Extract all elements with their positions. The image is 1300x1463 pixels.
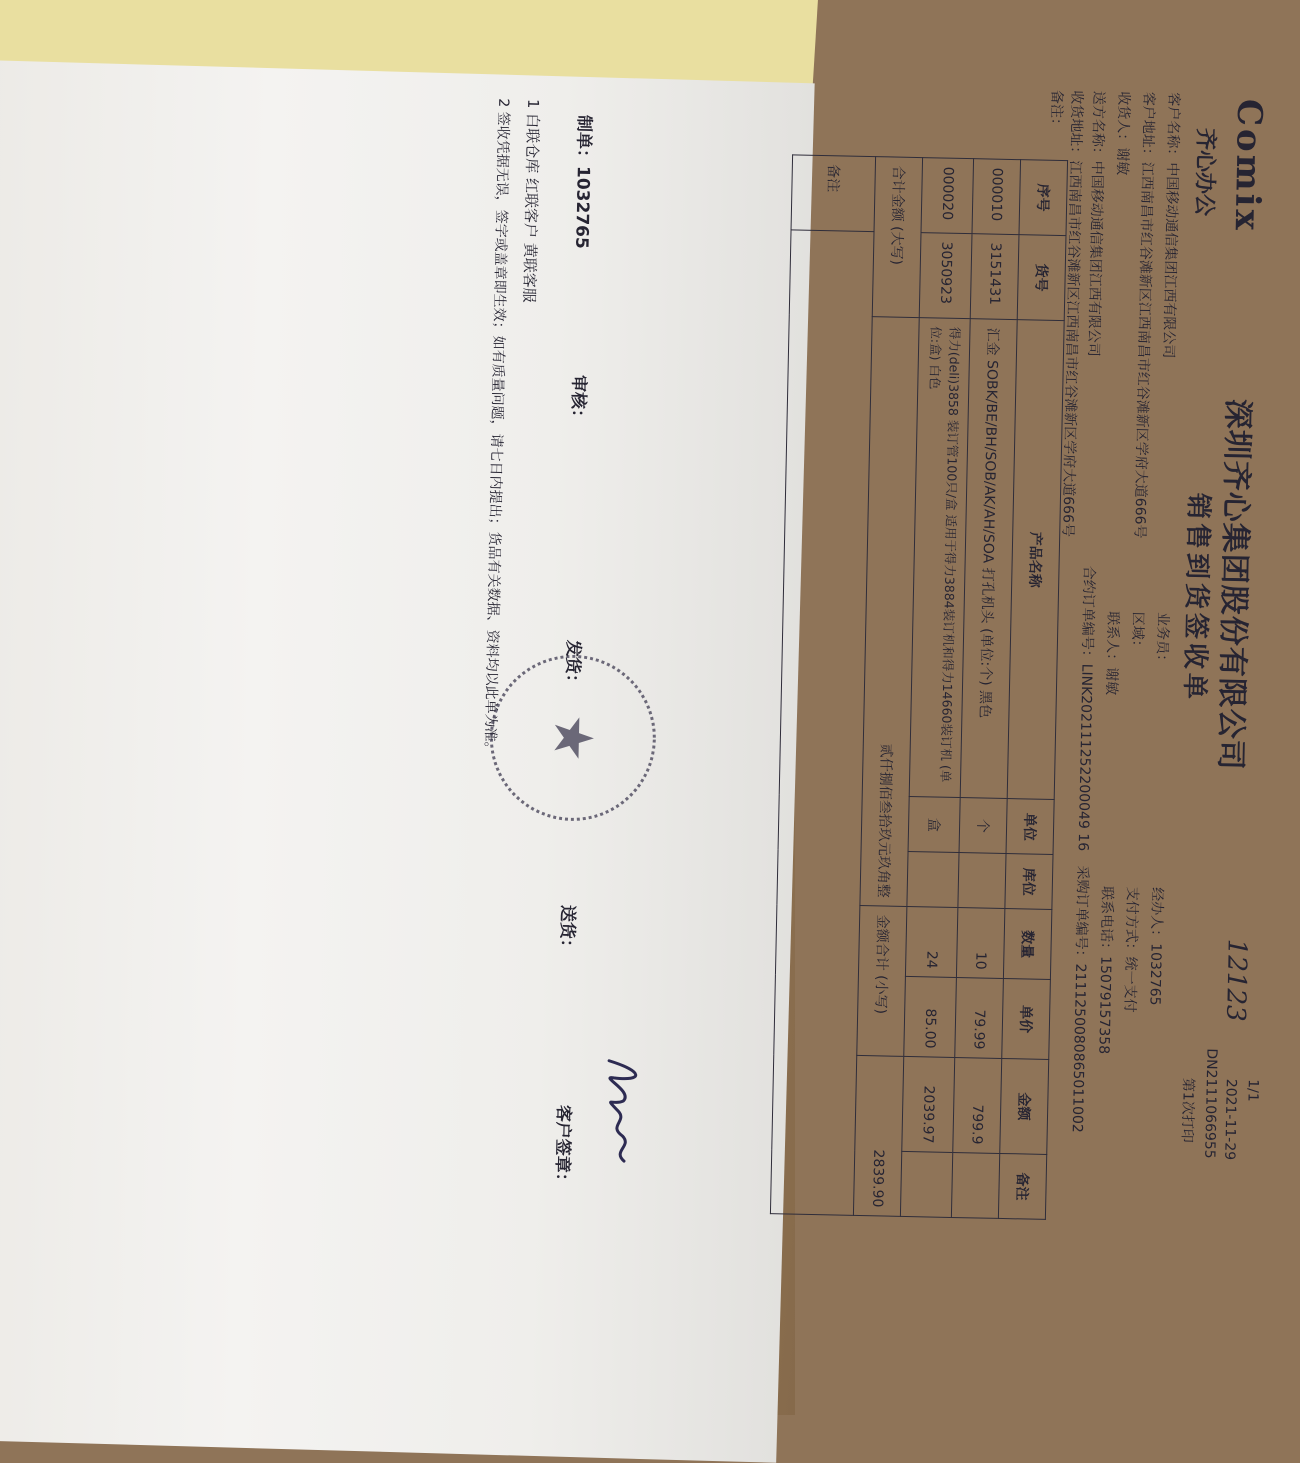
po-no-value: 2111250080865011002 [1069,963,1089,1133]
col-price: 单价 [1002,979,1051,1060]
company-name: 深圳齐心集团股份有限公司 [1211,398,1263,771]
deliverer-label: 送货： [556,905,582,957]
handler-row: 经办人：1032765 [1145,887,1167,1006]
document-title: 销售到货签收单 [1178,493,1219,704]
contact-phone-row: 联系电话：15079157358 [1094,886,1118,1054]
seal-star-icon: ★ [541,713,605,763]
document-number: DN2111066955 [1201,1048,1219,1159]
col-amount: 金额 [1000,1059,1049,1155]
reviewer-label: 审核： [567,375,593,427]
ship-to-row: 送方名称：中国移动通信集团江西有限公司 [1084,91,1110,357]
table-row: 000020 3050923 得力(deli)3858 装订管100只/盒 适用于得力3884装订机和得力14660装订机 (单位:盒) 白色 盒 24 85.00 2039.97 [901,158,974,1218]
col-product-name: 产品名称 [1007,320,1064,800]
page-number: 1/1 [1244,1079,1260,1102]
consignee-value: 谢敏 [1114,147,1131,175]
terms-note: 2 签收凭据无误，签字或盖章即生效；如有质量问题，请七日内提出；货品有关数据、资料均以此单为准。 [480,98,514,756]
logo-subtitle: 齐心办公 [1190,128,1223,217]
table-row: 000010 3151431 汇金 SOBK/BE/BH/SOB/AK/AH/SOA 打孔机头 (单位:个) 黑色 个 10 79.99 799.9 [951,159,1020,1219]
po-no-row: 采购订单编号：2111250080865011002 [1068,865,1094,1133]
contact-value: 谢敏 [1103,667,1120,695]
customer-name-row: 客户名称：中国移动通信集团江西有限公司 [1159,92,1185,358]
table-remarks-label: 备注 [792,155,877,232]
contract-no-row: 合约订单编号：LINK202111252200049 16 [1074,565,1100,851]
contact-row: 联系人：谢敏 [1102,611,1124,695]
customer-name-value: 中国移动通信集团江西有限公司 [1160,162,1180,358]
col-sku: 货号 [1017,235,1066,321]
col-seq: 序号 [1019,160,1068,236]
shipper-label: 发货： [562,640,588,692]
col-bin: 库位 [1005,854,1053,910]
region-row: 区域： [1128,612,1149,654]
total-words-label: 合计金额 (大写) [873,157,923,318]
ship-to-value: 中国移动通信集团江西有限公司 [1085,161,1105,357]
customer-sign-label: 客户签章： [551,1105,578,1191]
header-handwritten-note: 12123 [1220,939,1252,1022]
copies-note: 1 白联仓库 红联客户 黄联客服 [519,99,544,303]
print-date: 2021-11-29 [1221,1079,1239,1161]
maker-row: 制单：1032765 [571,115,599,249]
customer-address-row: 客户地址：江西南昌市红谷滩新区江西南昌市红谷滩新区学府大道666号 [1130,92,1159,539]
contact-phone-value: 15079157358 [1095,956,1113,1054]
payment-value: 统一支付 [1121,956,1138,1012]
signature-scribble-icon [592,1055,654,1166]
customer-address-value: 江西南昌市红谷滩新区江西南昌市红谷滩新区学府大道666号 [1131,162,1155,539]
company-logo: Comix [1227,99,1270,234]
delivery-address-row: 收货地址：江西南昌市红谷滩新区江西南昌市红谷滩新区学府大道666号 [1058,90,1087,537]
col-qty: 数量 [1003,909,1051,980]
print-count: 第1次打印 [1178,1078,1199,1143]
maker-value: 1032765 [571,166,593,249]
total-num-value: 2839.90 [854,1056,904,1217]
handwritten-signature [582,1055,654,1166]
items-table [770,154,1068,1220]
handler-value: 1032765 [1146,943,1163,1006]
remarks-row: 备注： [1047,90,1068,132]
total-num-label: 金额合计 (小写) [857,906,907,1057]
consignee-row: 收货人：谢敏 [1113,91,1135,175]
col-note: 备注 [998,1153,1046,1219]
delivery-receipt [395,52,1300,1250]
total-words-value: 贰仟捌佰叁拾玖元玖角整 [860,317,919,907]
payment-row: 支付方式：统一支付 [1120,886,1143,1012]
delivery-address-value: 江西南昌市红谷滩新区江西南昌市红谷滩新区学府大道666号 [1059,160,1083,537]
col-unit: 单位 [1006,799,1054,855]
contract-no-value: LINK202111252200049 16 [1075,663,1095,851]
salesperson-row: 业务员： [1152,612,1173,668]
